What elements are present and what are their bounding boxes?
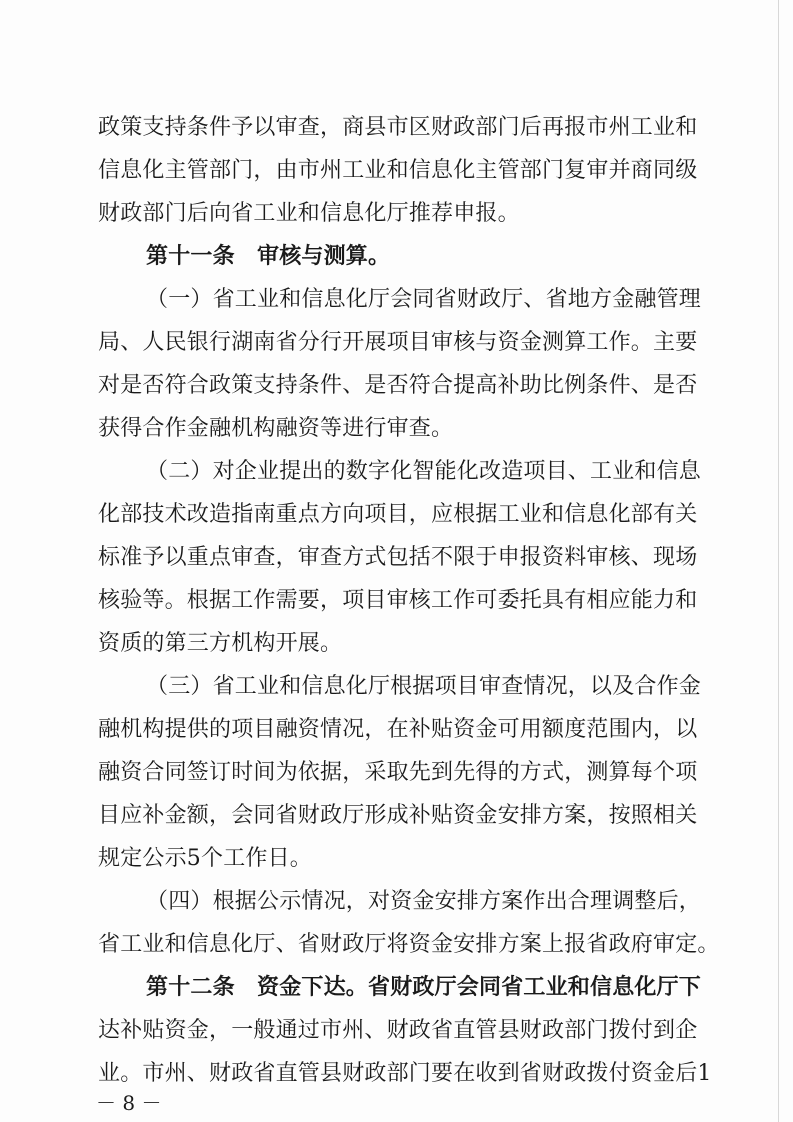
body-text-line: （三）省工业和信息化厅根据项目审查情况，以及合作金 <box>146 674 702 699</box>
body-text-line: （二）对企业提出的数字化智能化改造项目、工业和信息 <box>146 459 702 484</box>
scan-edge-line <box>778 0 779 1122</box>
body-text-line: 信息化主管部门，由市州工业和信息化主管部门复审并商同级 <box>98 158 698 183</box>
article-heading-11: 第十一条 审核与测算。 <box>146 244 391 269</box>
body-text-line: 局、人民银行湖南省分行开展项目审核与资金测算工作。主要 <box>98 330 698 355</box>
body-text-line: 融机构提供的项目融资情况，在补贴资金可用额度范围内，以 <box>98 717 698 742</box>
body-text-line: 核验等。根据工作需要，项目审核工作可委托具有相应能力和 <box>98 588 698 613</box>
body-text-line: 目应补金额，会同省财政厅形成补贴资金安排方案，按照相关 <box>98 803 698 828</box>
body-text-line: 化部技术改造指南重点方向项目，应根据工业和信息化部有关 <box>98 502 698 527</box>
body-text-line: 省工业和信息化厅、省财政厅将资金安排方案上报省政府审定。 <box>98 932 720 957</box>
body-text-line: 标准予以重点审查，审查方式包括不限于申报资料审核、现场 <box>98 545 698 570</box>
body-text-line: 业。市州、财政省直管县财政部门要在收到省财政拨付资金后1 <box>98 1061 712 1086</box>
page-number: － 8 － <box>96 1091 162 1115</box>
body-text-line: 财政部门后向省工业和信息化厅推荐申报。 <box>98 201 520 226</box>
body-text-line: 对是否符合政策支持条件、是否符合提高补助比例条件、是否 <box>98 373 698 398</box>
body-text-line: 规定公示5个工作日。 <box>98 846 312 871</box>
body-text-line: 政策支持条件予以审查，商县市区财政部门后再报市州工业和 <box>98 115 698 140</box>
body-text-line: 融资合同签订时间为依据，采取先到先得的方式，测算每个项 <box>98 760 698 785</box>
body-text-line: 获得合作金融机构融资等进行审查。 <box>98 416 454 441</box>
body-text-line: （一）省工业和信息化厅会同省财政厅、省地方金融管理 <box>146 287 702 312</box>
article-heading-12: 第十二条 资金下达。省财政厅会同省工业和信息化厅下 <box>146 975 702 1000</box>
body-text-line: （四）根据公示情况，对资金安排方案作出合理调整后， <box>146 889 702 914</box>
body-text-line: 达补贴资金，一般通过市州、财政省直管县财政部门拨付到企 <box>98 1018 698 1043</box>
body-text-line: 资质的第三方机构开展。 <box>98 631 343 656</box>
